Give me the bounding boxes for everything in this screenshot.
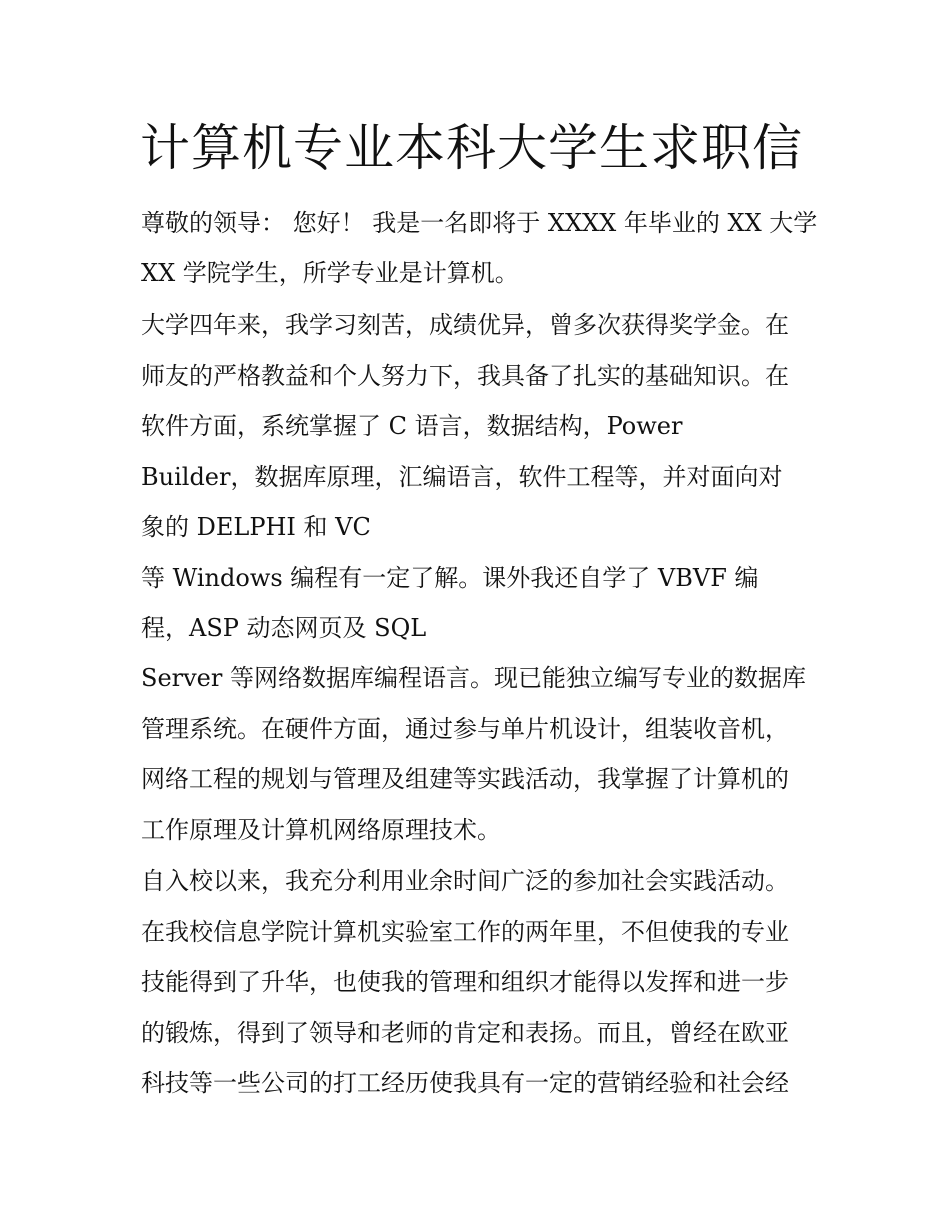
body-line: 在我校信息学院计算机实验室工作的两年里，不但使我的专业 [141, 918, 789, 946]
body-line: 大学四年来，我学习刻苦，成绩优异，曾多次获得奖学金。在 [141, 311, 789, 339]
body-line: 管理系统。在硬件方面，通过参与单片机设计，组装收音机， [141, 715, 789, 743]
body-line: XX 学院学生，所学专业是计算机。 [141, 259, 519, 287]
body-line: Builder，数据库原理，汇编语言，软件工程等，并对面向对 [141, 463, 783, 491]
body-line: 工作原理及计算机网络原理技术。 [141, 816, 501, 844]
body-line: 网络工程的规划与管理及组建等实践活动，我掌握了计算机的 [141, 765, 789, 793]
page-title: 计算机专业本科大学生求职信 [140, 119, 803, 177]
body-line: 的锻炼，得到了领导和老师的肯定和表扬。而且，曾经在欧亚 [141, 1019, 789, 1047]
body-line: 技能得到了升华，也使我的管理和组织才能得以发挥和进一步 [141, 968, 789, 996]
body-line: 科技等一些公司的打工经历使我具有一定的营销经验和社会经 [141, 1069, 789, 1097]
body-line: 软件方面，系统掌握了 C 语言，数据结构，Power [141, 412, 683, 440]
body-line: 师友的严格教益和个人努力下，我具备了扎实的基础知识。在 [141, 362, 789, 390]
body-line: 象的 DELPHI 和 VC [141, 513, 371, 541]
body-line: Server 等网络数据库编程语言。现已能独立编写专业的数据库 [141, 664, 806, 692]
body-line: 自入校以来，我充分利用业余时间广泛的参加社会实践活动。 [141, 867, 789, 895]
body-line: 等 Windows 编程有一定了解。课外我还自学了 VBVF 编 [141, 564, 759, 592]
body-line: 程，ASP 动态网页及 SQL [141, 614, 427, 642]
body-line: 尊敬的领导： 您好！ 我是一名即将于 XXXX 年毕业的 XX 大学 [141, 209, 818, 237]
